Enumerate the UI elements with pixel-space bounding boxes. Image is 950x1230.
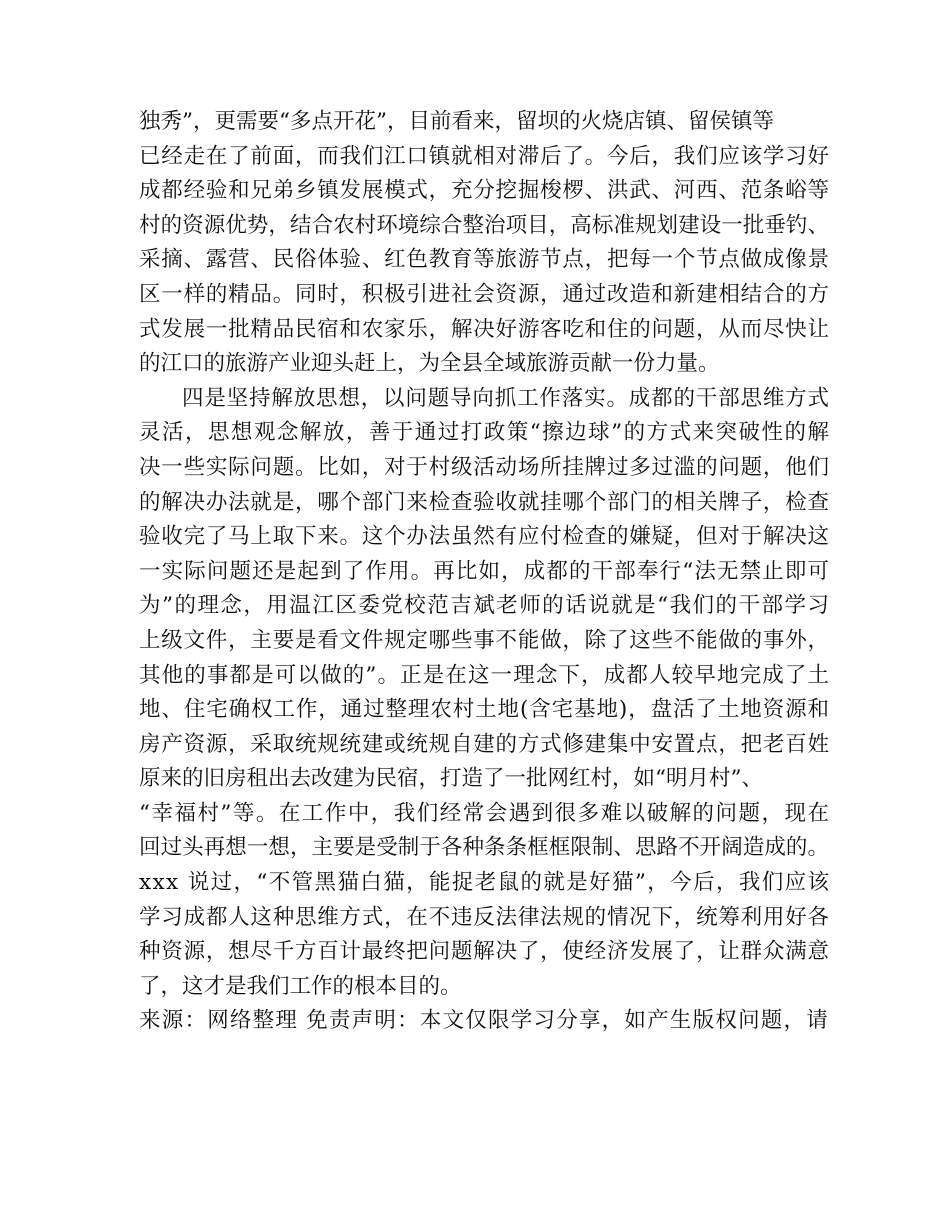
text-line: 验收完了马上取下来。这个办法虽然有应付检查的嫌疑，但对于解决这 — [139, 524, 830, 550]
text-line: 已经走在了前面，而我们江口镇就相对滞后了。今后，我们应该学习好 — [139, 143, 830, 169]
text-line: 决一些实际问题。比如，对于村级活动场所挂牌过多过滥的问题，他们 — [139, 454, 830, 480]
text-line: 为”的理念，用温江区委党校范吉斌老师的话说就是“我们的干部学习 — [139, 593, 831, 619]
text-line: 村的资源优势，结合农村环境综合整治项目，高标准规划建设一批垂钓、 — [139, 212, 830, 238]
text-line: 成都经验和兄弟乡镇发展模式，充分挖掘梭椤、洪武、河西、范条峪等 — [139, 178, 830, 204]
paragraph-first-line: 四是坚持解放思想，以问题导向抓工作落实。成都的干部思维方式 — [182, 385, 830, 411]
text-line: “幸福村”等。在工作中，我们经常会遇到很多难以破解的问题，现在 — [139, 800, 831, 826]
text-line: 原来的旧房租出去改建为民宿，打造了一批网红村，如“明月村”、 — [139, 766, 763, 792]
text-line: 地、住宅确权工作，通过整理农村土地(含宅基地)，盘活了土地资源和 — [139, 697, 830, 723]
text-line: 学习成都人这种思维方式，在不违反法律法规的情况下，统筹利用好各 — [139, 904, 830, 930]
paragraph-tourism — [139, 105, 829, 382]
text-line: 灵活，思想观念解放，善于通过打政策“擦边球”的方式来突破性的解 — [139, 420, 831, 446]
text-line: xxx 说过，“不管黑猫白猫，能捉老鼠的就是好猫”，今后，我们应该 — [139, 870, 831, 896]
text-line: 房产资源，采取统规统建或统规自建的方式修建集中安置点，把老百姓 — [139, 731, 830, 757]
text-line: 回过头再想一想，主要是受制于各种条条框框限制、思路不开阔造成的。 — [139, 835, 830, 861]
text-line: 一实际问题还是起到了作用。再比如，成都的干部奉行“法无禁止即可 — [139, 558, 831, 584]
document-body — [139, 105, 829, 1039]
text-line: 的江口的旅游产业迎头赶上，为全县全域旅游贡献一份力量。 — [139, 351, 720, 377]
text-line: 了，这才是我们工作的根本目的。 — [139, 973, 462, 999]
text-line: 采摘、露营、民俗体验、红色教育等旅游节点，把每一个节点做成像景 — [139, 247, 830, 273]
text-line: 种资源，想尽千方百计最终把问题解决了，使经济发展了，让群众满意 — [139, 939, 830, 965]
text-line: 独秀”，更需要“多点开花”，目前看来，留坝的火烧店镇、留侯镇等 — [139, 109, 774, 134]
text-line: 区一样的精品。同时，积极引进社会资源，通过改造和新建相结合的方 — [139, 281, 830, 307]
source-disclaimer: 来源：网络整理 免责声明：本文仅限学习分享，如产生版权问题，请 — [139, 1008, 829, 1034]
text-line: 的解决办法就是，哪个部门来检查验收就挂哪个部门的相关牌子，检查 — [139, 489, 830, 515]
text-line: 上级文件，主要是看文件规定哪些事不能做，除了这些不能做的事外， — [139, 627, 830, 653]
text-line: 式发展一批精品民宿和农家乐，解决好游客吃和住的问题，从而尽快让 — [139, 316, 830, 342]
text-line: 其他的事都是可以做的”。正是在这一理念下，成都人较早地完成了土 — [139, 662, 831, 688]
paragraph-emancipate-mind — [139, 382, 829, 1005]
